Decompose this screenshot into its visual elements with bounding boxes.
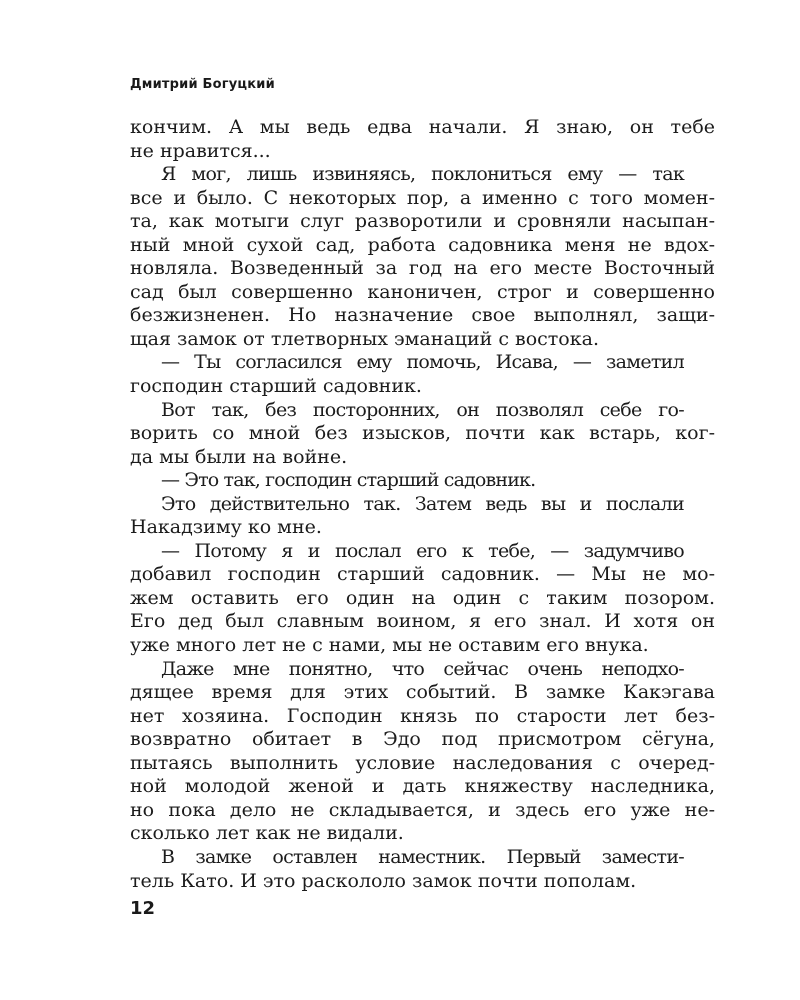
text-line: ной молодой женой и дать княжеству наследника, [130,775,715,798]
text-line: В замке оставлен наместник. Первый замести- [161,845,684,868]
text-line: не нравится... [130,139,271,162]
running-head-author: Дмитрий Богуцкий [130,77,275,92]
body-text [130,116,715,893]
text-line: щая замок от тлетворных эманаций с востока. [130,327,599,350]
text-line: да мы были на войне. [130,445,348,468]
text-line: сколько лет как не видали. [130,822,404,845]
text-line: Вот так, без посторонних, он позволял себе го- [161,398,684,421]
text-line: пытаясь выполнить условие наследования с очеред- [130,751,715,774]
text-line: Я мог, лишь извиняясь, поклониться ему — так [161,163,684,186]
page-number: 12 [130,898,156,919]
text-line: нет хозяина. Господин князь по старости лет без- [130,704,715,727]
text-line: безжизненен. Но назначение свое выполнял, защи- [130,304,715,327]
text-line: дящее время для этих событий. В замке Какэгава [130,681,715,704]
text-line: Его дед был славным воином, я его знал. И хотя он [130,610,715,633]
text-line: ный мной сухой сад, работа садовника меня не вдох- [130,233,715,256]
text-line: господин старший садовник. [130,375,422,398]
text-line: тель Като. И это раскололо замок почти пополам. [130,869,637,892]
text-line: Это действительно так. Затем ведь вы и послали [161,492,684,515]
text-line: ворить со мной без изысков, почти как встарь, ког- [130,422,715,445]
text-line: все и было. С некоторых пор, а именно с того момен- [130,186,715,209]
text-line: — Ты согласился ему помочь, Исава, — заметил [161,351,684,374]
text-line: жем оставить его один на один с таким позором. [130,586,715,609]
text-line: — Потому я и послал его к тебе, — задумчиво [161,539,684,562]
text-line: та, как мотыги слуг разворотили и сровняли насыпан- [130,210,715,233]
text-line: — Это так, господин старший садовник. [161,469,536,492]
text-line: кончим. А мы ведь едва начали. Я знаю, он тебе [130,116,715,138]
text-line: новляла. Возведенный за год на его месте Восточный [130,257,715,280]
text-line: Накадзиму ко мне. [130,516,322,539]
text-line: Даже мне понятно, что сейчас очень неподхо- [161,657,685,680]
text-line: уже много лет не с нами, мы не оставим его внука. [130,634,649,657]
text-line: возвратно обитает в Эдо под присмотром сёгуна, [130,728,715,751]
text-line: но пока дело не складывается, и здесь его уже не- [130,798,715,821]
text-line: добавил господин старший садовник. — Мы не мо- [130,563,715,586]
text-line: сад был совершенно каноничен, строг и совершенно [130,280,715,303]
